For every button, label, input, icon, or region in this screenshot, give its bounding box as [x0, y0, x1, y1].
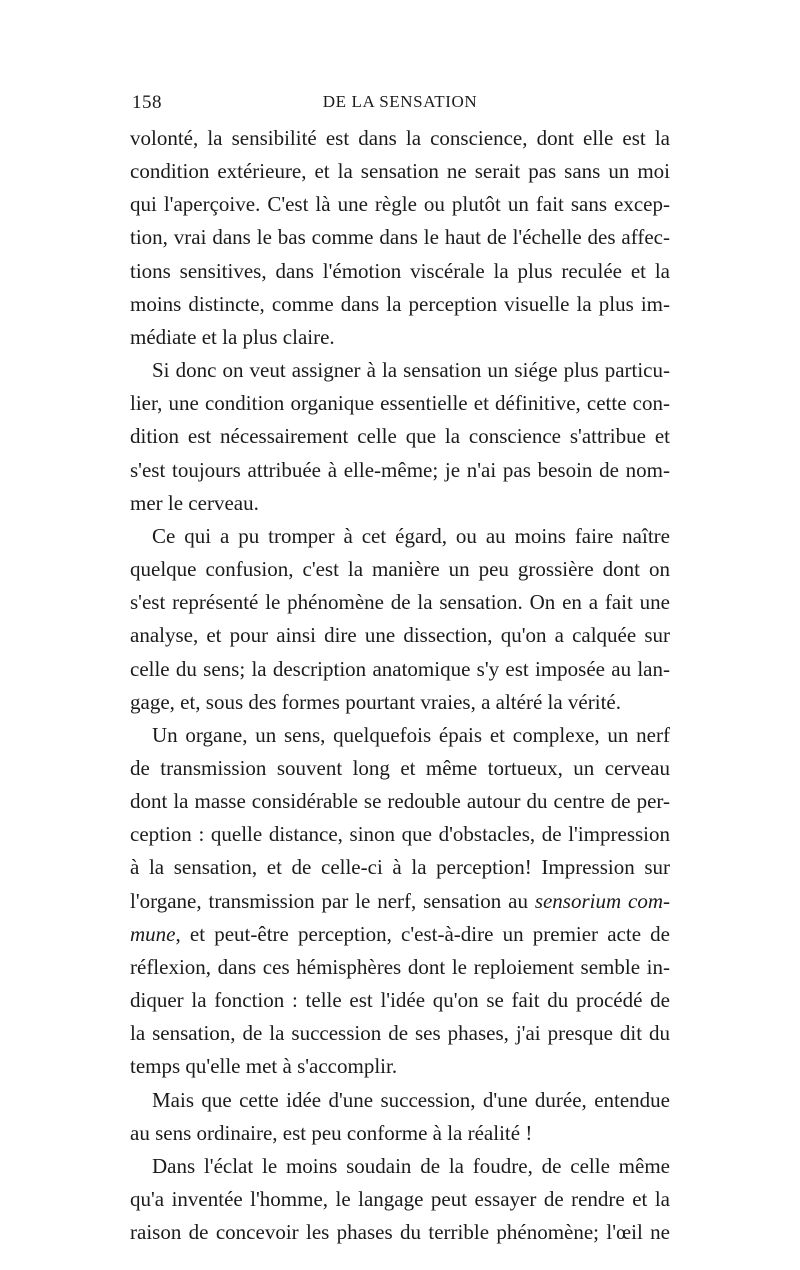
paragraph: [130, 1084, 670, 1150]
text-line: s'est représenté le phénomène de la sensation. On en a fait une: [130, 590, 670, 615]
text-line: s'est toujours attribuée à elle-même; je n'ai pas besoin de nom-: [130, 457, 670, 482]
text-line: à la sensation, et de celle-ci à la perception! Impression sur: [130, 855, 670, 880]
text-line: analyse, et pour ainsi dire une dissection, qu'on a calquée sur: [130, 623, 670, 648]
text-line: réflexion, dans ces hémisphères dont le reploiement semble in-: [130, 954, 670, 979]
text-line: qu'a inventée l'homme, le langage peut essayer de rendre et la: [130, 1187, 670, 1211]
text-line: dont la masse considérable se redouble autour du centre de per-: [130, 789, 670, 814]
text-line: moins distincte, comme dans la perception visuelle la plus im-: [130, 291, 670, 316]
text-line: Un organe, un sens, quelquefois épais et complexe, un nerf: [152, 722, 670, 747]
text-line: condition extérieure, et la sensation ne serait pas sans un moi: [130, 159, 670, 184]
paragraph: [130, 719, 670, 1084]
text-line: Ce qui a pu tromper à cet égard, ou au moins faire naître: [152, 523, 670, 548]
running-title: DE LA SENSATION: [322, 92, 478, 111]
text-line: raison de concevoir les phases du terrible phénomène; l'œil ne: [130, 1220, 670, 1245]
text-line: celle du sens; la description anatomique s'y est imposée au lan-: [130, 656, 670, 681]
text-line: qui l'aperçoive. C'est là une règle ou plutôt un fait sans excep-: [130, 192, 670, 217]
text-line: tion, vrai dans le bas comme dans le haut de l'échelle des affec-: [130, 225, 670, 250]
text-line: volonté, la sensibilité est dans la conscience, dont elle est la: [130, 126, 670, 150]
text-line: de transmission souvent long et même tortueux, un cerveau: [130, 755, 670, 780]
paragraph: [130, 1150, 670, 1249]
page-number: 158: [132, 92, 162, 113]
paragraph: [130, 354, 670, 520]
text-line: médiate et la plus claire.: [130, 324, 335, 349]
text-line: au sens ordinaire, est peu conforme à la réalité !: [130, 1120, 533, 1145]
paragraph: [130, 122, 670, 354]
text-line: Dans l'éclat le moins soudain de la foudre, de celle même: [152, 1153, 670, 1178]
text-line: ception : quelle distance, sinon que d'obstacles, de l'impression: [130, 822, 670, 847]
page-header: [130, 92, 670, 118]
book-page: [130, 92, 670, 1249]
text-line: dition est nécessairement celle que la conscience s'attribue et: [130, 424, 670, 449]
text-line: gage, et, sous des formes pourtant vraies, a altéré la vérité.: [130, 689, 621, 714]
text-line: mer le cerveau.: [130, 490, 259, 515]
text-line: lier, une condition organique essentielle et définitive, cette con-: [130, 391, 670, 416]
text-line: tions sensitives, dans l'émotion viscérale la plus reculée et la: [130, 258, 670, 283]
text-line: temps qu'elle met à s'accomplir.: [130, 1054, 398, 1079]
text-line: diquer la fonction : telle est l'idée qu'on se fait du procédé de: [130, 988, 670, 1013]
paragraph: [130, 520, 670, 719]
text-line: Si donc on veut assigner à la sensation un siége plus particu-: [152, 358, 670, 383]
text-line: la sensation, de la succession de ses phases, j'ai presque dit du: [130, 1021, 670, 1046]
text-line: l'organe, transmission par le nerf, sensation au sensorium com-: [130, 888, 670, 913]
text-line: mune, et peut-être perception, c'est-à-dire un premier acte de: [130, 921, 670, 946]
body-text: [130, 122, 670, 1249]
text-line: Mais que cette idée d'une succession, d'une durée, entendue: [152, 1087, 670, 1112]
text-line: quelque confusion, c'est la manière un peu grossière dont on: [130, 557, 670, 582]
